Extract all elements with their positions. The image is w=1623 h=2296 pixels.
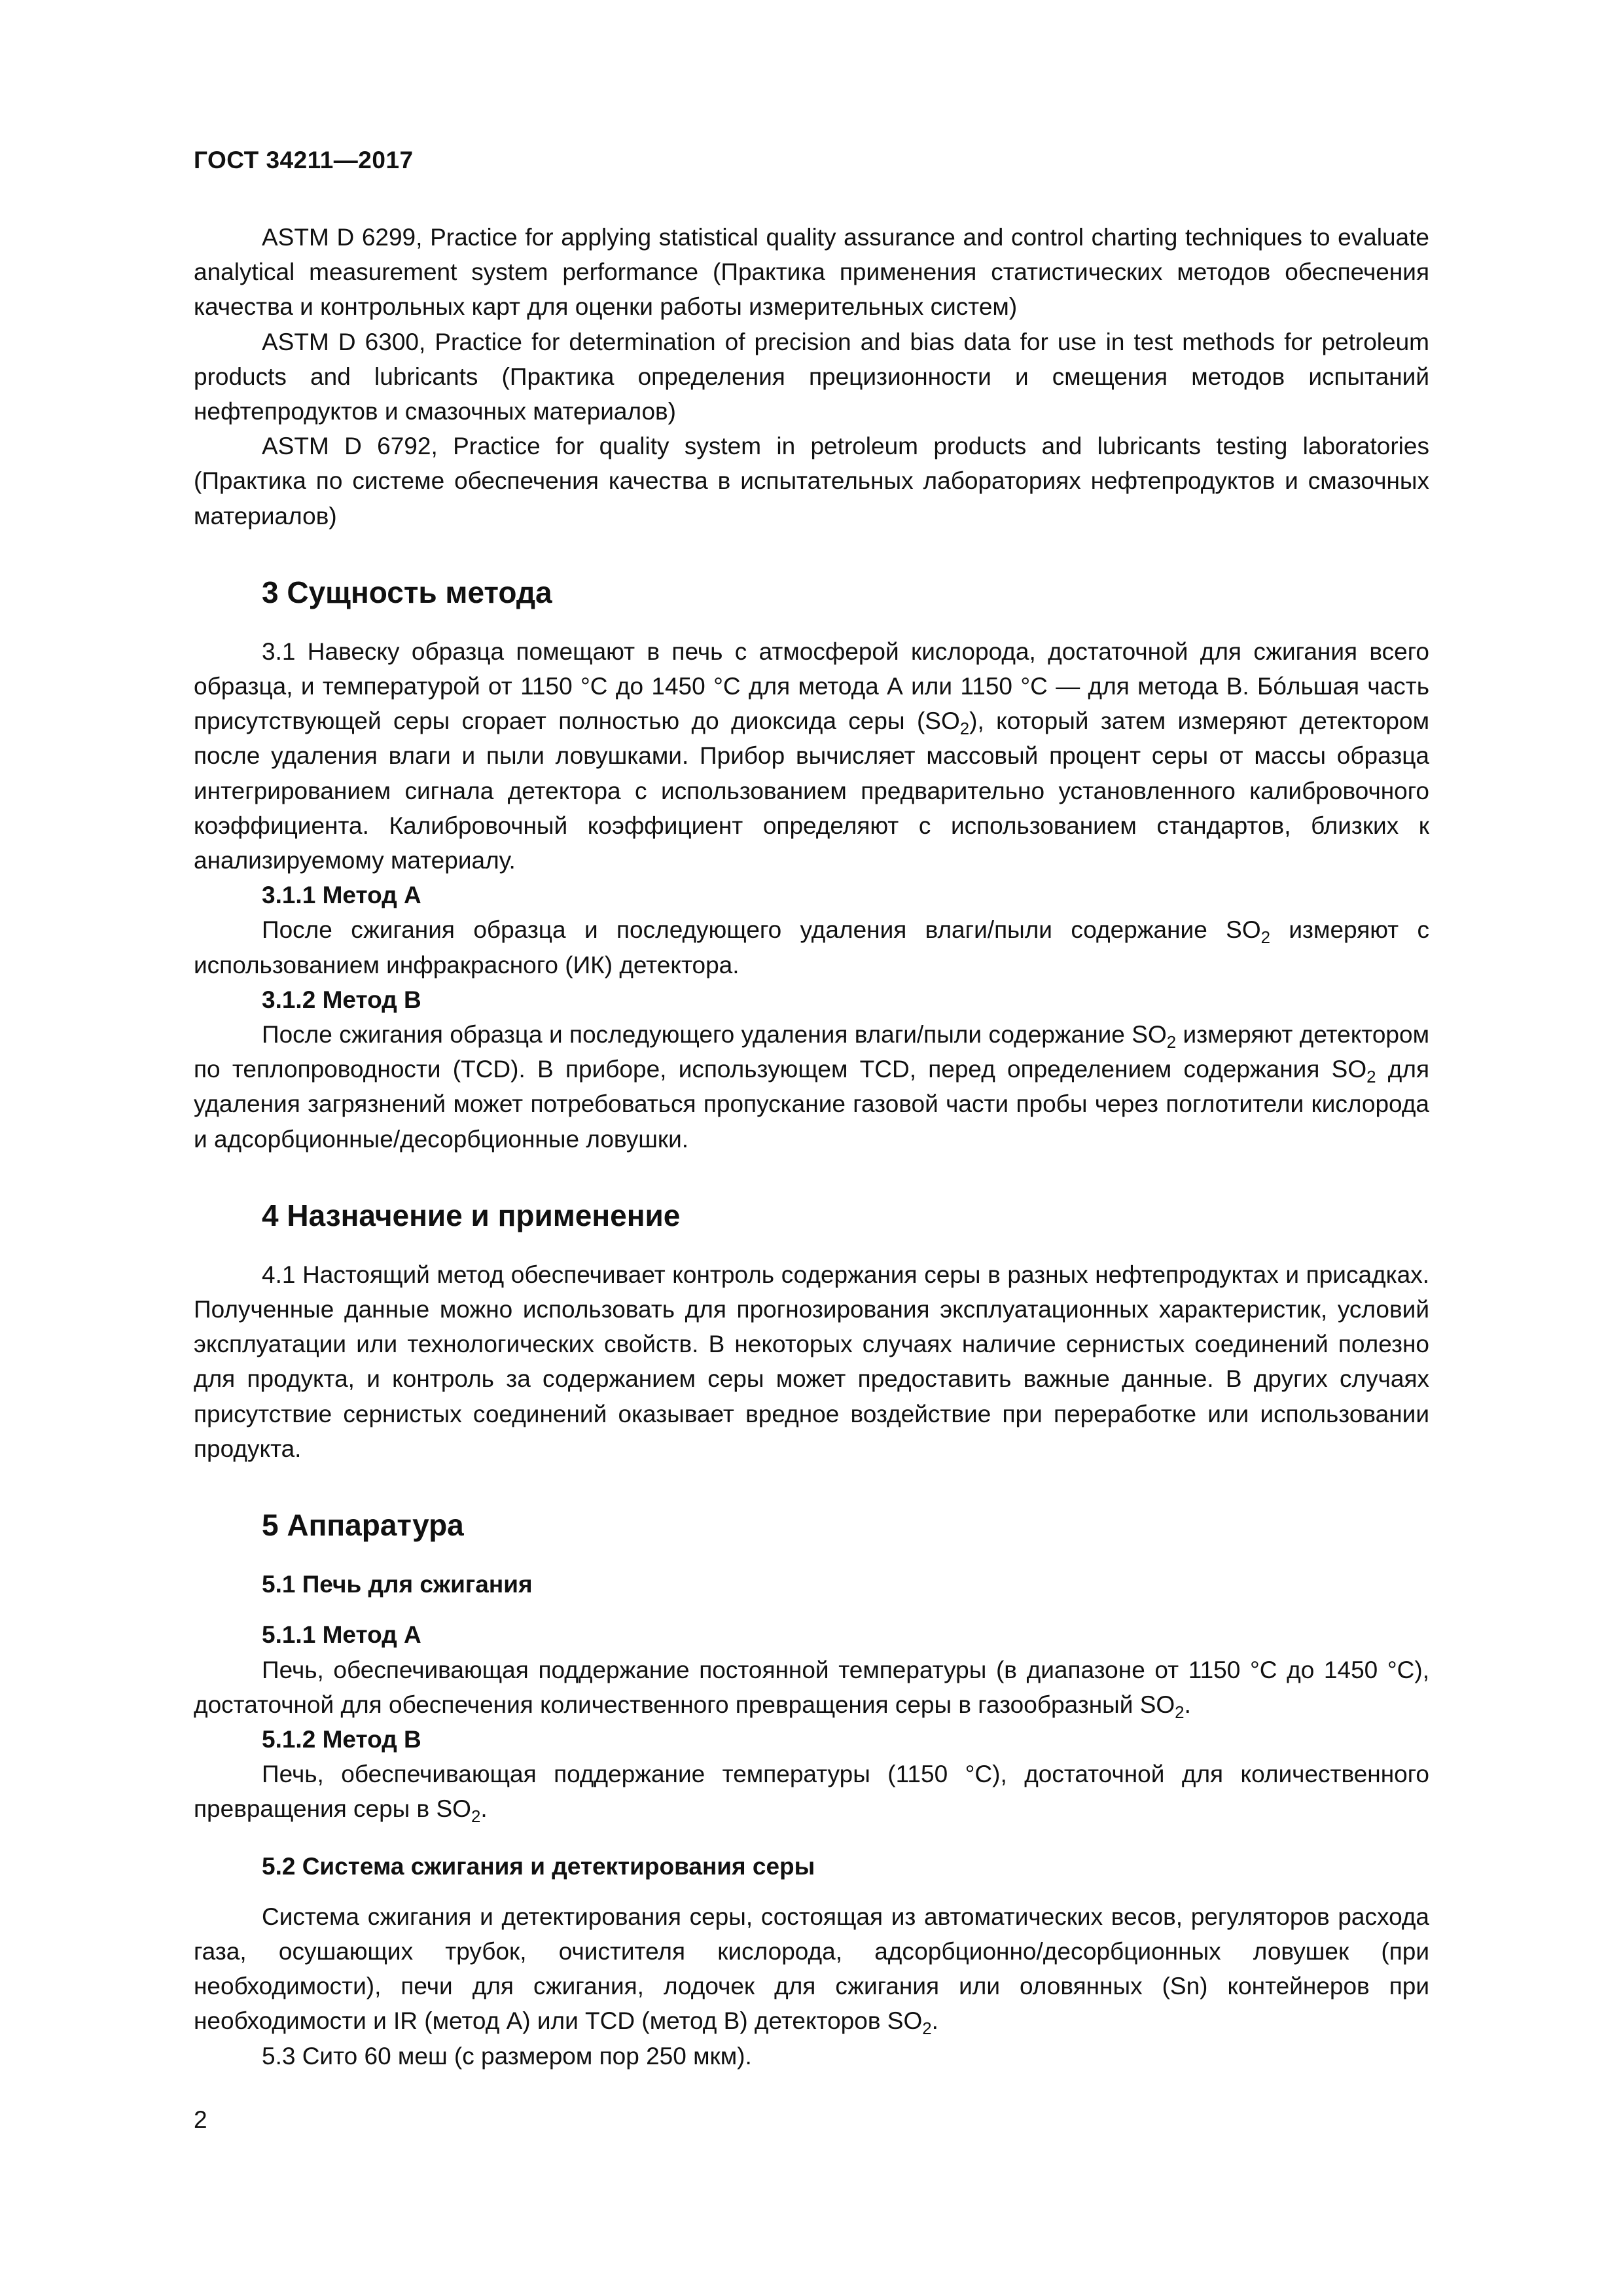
- heading-3-1-2: 3.1.2 Метод В: [262, 986, 421, 1013]
- reference-astm-6300: ASTM D 6300, Practice for determination of precision and bias data for use in test methods for petroleum products and lubricants (Практика определения прецизионности и смещения методов испытаний нефтепродуктов и смазочных материалов): [194, 328, 1429, 425]
- section-3-heading: 3 Сущность метода: [262, 575, 552, 609]
- heading-5-1-1: 5.1.1 Метод А: [262, 1621, 421, 1649]
- heading-3-1-1: 3.1.1 Метод А: [262, 882, 421, 909]
- paragraph-3-1: 3.1 Навеску образца помещают в печь с атмосферой кислорода, достаточной для сжигания всего образца, и температурой от 1150 °С до 1450 °С для метода А или 1150 °С — для метода В. Бóльшая часть присутствующей серы сгорает полностью до диоксида серы $(SO_2)$, который затем измеряют детектором после удаления влаги и пыли ловушками. Прибор вычисляет массовый процент серы от массы образца интегрированием сигнала детектора с использованием предварительно установленного калибровочного коэффициента. Калибровочный коэффициент определяют с использованием стандартов, близких к анализируемому материалу.: [194, 637, 1430, 874]
- paragraph-5-3: 5.3 Сито 60 меш (с размером пор 250 мкм).: [262, 2042, 752, 2070]
- heading-5-1-2: 5.1.2 Метод В: [262, 1725, 421, 1753]
- paragraph-5-2: Система сжигания и детектирования серы, состоящая из автоматических весов, регуляторов расхода газа, осушающих трубок, очистителя кислорода, адсорбционно/десорбционных ловушек (при необходимости), печи для сжигания, лодочек для сжигания или оловянных (Sn) контейнеров при необходимости и IR (метод А) или TCD (метод В) детекторов $SO_2$.: [194, 1903, 1429, 2039]
- reference-astm-6792: ASTM D 6792, Practice for quality system in petroleum products and lubricants testing laboratories (Практика по системе обеспечения качества в испытательных лабораториях нефтепродуктов и смазочных материалов): [194, 433, 1429, 529]
- document-header: ГОСТ 34211—2017: [194, 147, 414, 173]
- page-number: 2: [194, 2106, 207, 2133]
- paragraph-4-1: 4.1 Настоящий метод обеспечивает контроль содержания серы в разных нефтепродуктах и присадках. Полученные данные можно использовать для прогнозирования эксплуатационных характеристик, условий эксплуатации или технологических свойств. В некоторых случаях наличие сернистых соединений полезно для продукта, и контроль за содержанием серы может предоставить важные данные. В других случаях присутствие сернистых соединений оказывает вредное воздействие при переработке или использовании продукта.: [194, 1261, 1429, 1462]
- section-4-heading: 4 Назначение и применение: [262, 1198, 681, 1232]
- heading-5-2: 5.2 Система сжигания и детектирования серы: [262, 1852, 815, 1880]
- paragraph-5-1-1: Печь, обеспечивающая поддержание постоянной температуры (в диапазоне от 1150 °С до 1450 °С), достаточной для обеспечения количественного превращения серы в газообразный $SO_2$.: [194, 1656, 1429, 1722]
- paragraph-3-1-1: После сжигания образца и последующего удаления влаги/пыли содержание $SO_2$ измеряют с использованием инфракрасного (ИК) детектора.: [194, 916, 1429, 978]
- paragraph-5-1-2: Печь, обеспечивающая поддержание температуры (1150 °С), достаточной для количественного превращения серы в $SO_2$.: [194, 1761, 1429, 1827]
- section-5-heading: 5 Аппаратура: [262, 1508, 464, 1543]
- paragraph-3-1-2: После сжигания образца и последующего удаления влаги/пыли содержание $SO_2$ измеряют детектором по теплопроводности (TCD). В приборе, использующем TCD, перед определением содержания $SO_2$ для удаления загрязнений может потребоваться пропускание газовой части пробы через поглотители кислорода и адсорбционные/десорбционные ловушки.: [194, 1021, 1430, 1153]
- reference-astm-6299: ASTM D 6299, Practice for applying statistical quality assurance and control charting techniques to evaluate analytical measurement system performance (Практика применения статистических методов обеспечения качества и контрольных карт для оценки работы измерительных систем): [194, 224, 1429, 321]
- page-content: [194, 220, 1429, 2073]
- heading-5-1: 5.1 Печь для сжигания: [262, 1571, 533, 1598]
